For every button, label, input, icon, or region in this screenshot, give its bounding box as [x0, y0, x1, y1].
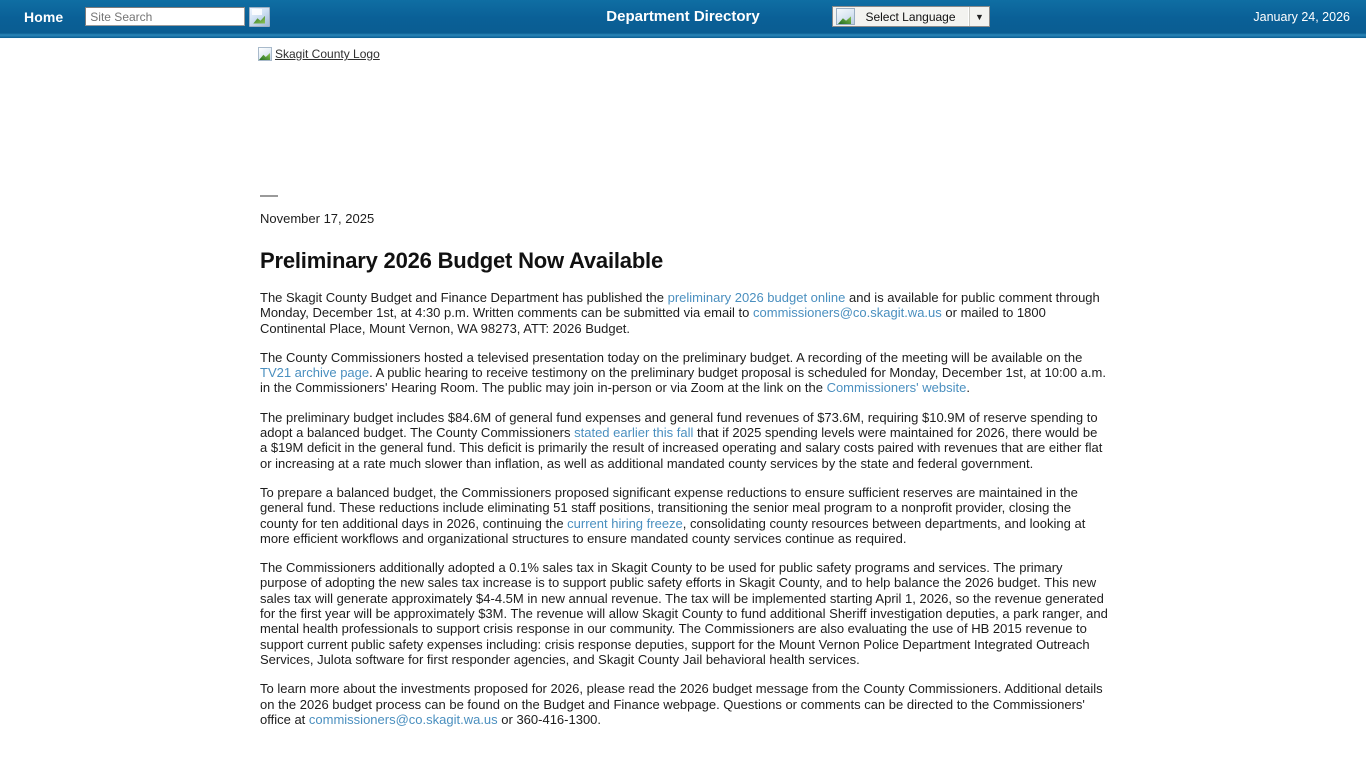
article-published-date: November 17, 2025	[260, 211, 375, 226]
article-inline-link[interactable]: preliminary 2026 budget online	[667, 290, 846, 305]
article-text-run: The Skagit County Budget and Finance Department has published the	[260, 290, 668, 305]
current-date: January 24, 2026	[1253, 9, 1350, 24]
article-text-run: To learn more about the investments proposed for 2026, please read the 2026 budget message from the County Commissioners. Additional details on the 2026 budget process can be found on the Budget and Finance webpage. Questions or comments can be directed to the Commissioners' office at	[260, 681, 1103, 727]
home-link[interactable]: Home	[24, 8, 64, 25]
article-inline-link[interactable]: commissioners@co.skagit.wa.us	[308, 711, 498, 727]
article-text-run: or 360-416-1300.	[497, 711, 602, 727]
article-text-run: that if 2025 spending levels were maintained for 2026, there would be a $19M deficit in the general fund. This deficit is primarily the result of increased operating and salary costs paired with revenues that are either flat or increasing at a rate much slower than inflation, as well as additional mandated county services by the state and federal government.	[260, 425, 1103, 471]
translate-globe-icon	[836, 8, 855, 25]
article-paragraph	[260, 290, 1108, 336]
department-directory-link[interactable]: Department Directory	[606, 8, 760, 25]
article-inline-link[interactable]: current hiring freeze	[567, 515, 683, 531]
logo-alt-text: Skagit County Logo	[275, 47, 380, 61]
article-text-run: .	[966, 380, 970, 396]
article-body	[258, 290, 1108, 727]
article-text-run: The Commissioners additionally adopted a 0.1% sales tax in Skagit County to be used for public safety programs and services. The primary purpose of adopting the new sales tax increase is to support public safety efforts in Skagit County, and to help balance the 2026 budget. This new sales tax will generate approximately $4-4.5M in new annual revenue. The tax will be implemented starting April 1, 2026, so the revenue generated for the first year will be approximately $3M. The revenue will allow Skagit County to fund additional Sheriff investigation deputies, a park ranger, and mental health professionals to support crisis response in our community. The Commissioners are also evaluating the use of HB 2015 revenue to support current public safety expenses including: crisis response deputies, support for the Mount Vernon Police Department Integrated Outreach Services, Julota software for first responder agencies, and Skagit County Jail behavioral health services.	[260, 560, 1108, 667]
article-inline-link[interactable]: Commissioners' website	[826, 380, 967, 396]
article-text-run: To prepare a balanced budget, the Commissioners proposed significant expense reductions to ensure sufficient reserves are maintained in the general fund. These reductions include eliminating 51 staff positions, transitioning the senior meal program to a nonprofit provider, closing the county for ten additional days in 2026, continuing the	[260, 484, 1078, 531]
site-header-bar	[0, 0, 1366, 33]
article-paragraph	[260, 681, 1108, 727]
article-text-run: , consolidating county resources between departments, and looking at more efficient workflows and organizational structures to ensure mandated county services continue as required.	[260, 515, 1086, 546]
article-inline-link[interactable]: TV21 archive page	[260, 365, 370, 381]
article-divider	[260, 195, 278, 197]
language-selector[interactable]	[832, 6, 990, 27]
article-text-run: or mailed to 1800 Continental Place, Mount Vernon, WA 98273, ATT: 2026 Budget.	[260, 305, 1046, 336]
article-paragraph	[260, 350, 1108, 396]
skagit-county-logo[interactable]	[258, 47, 380, 61]
page-body	[0, 39, 1366, 727]
article-paragraph	[260, 560, 1108, 667]
article-text-run: The preliminary budget includes $84.6M of general fund expenses and general fund revenues of $73.6M, requiring $10.9M of reserve spending to adopt a balanced budget. The County Commissioners	[260, 409, 1098, 441]
broken-image-icon	[258, 47, 272, 61]
language-selector-label: Select Language	[865, 9, 956, 24]
article-inline-link[interactable]: stated earlier this fall	[574, 425, 694, 441]
search-input[interactable]	[85, 7, 245, 26]
content-column	[258, 39, 1108, 727]
article-text-run: . A public hearing to receive testimony on the preliminary budget proposal is scheduled for Monday, December 1st, at 10:00 a.m. in the Commissioners' Hearing Room. The public may join in-person or via Zoom at the link on the	[260, 365, 1106, 396]
article-inline-link[interactable]: commissioners@co.skagit.wa.us	[753, 305, 942, 321]
page-title: Preliminary 2026 Budget Now Available	[260, 248, 664, 273]
search-go-icon[interactable]	[249, 7, 270, 27]
article-text-run: The County Commissioners hosted a televised presentation today on the preliminary budget. A recording of the meeting will be available on the	[260, 349, 1083, 365]
article-text-run: and is available for public comment through Monday, December 1st, at 4:30 p.m. Written comments can be submitted via email to	[260, 290, 1100, 321]
article-paragraph	[260, 485, 1108, 546]
logo-area	[258, 45, 1108, 195]
article-paragraph	[260, 410, 1108, 471]
chevron-down-icon[interactable]: ▼	[975, 11, 984, 22]
